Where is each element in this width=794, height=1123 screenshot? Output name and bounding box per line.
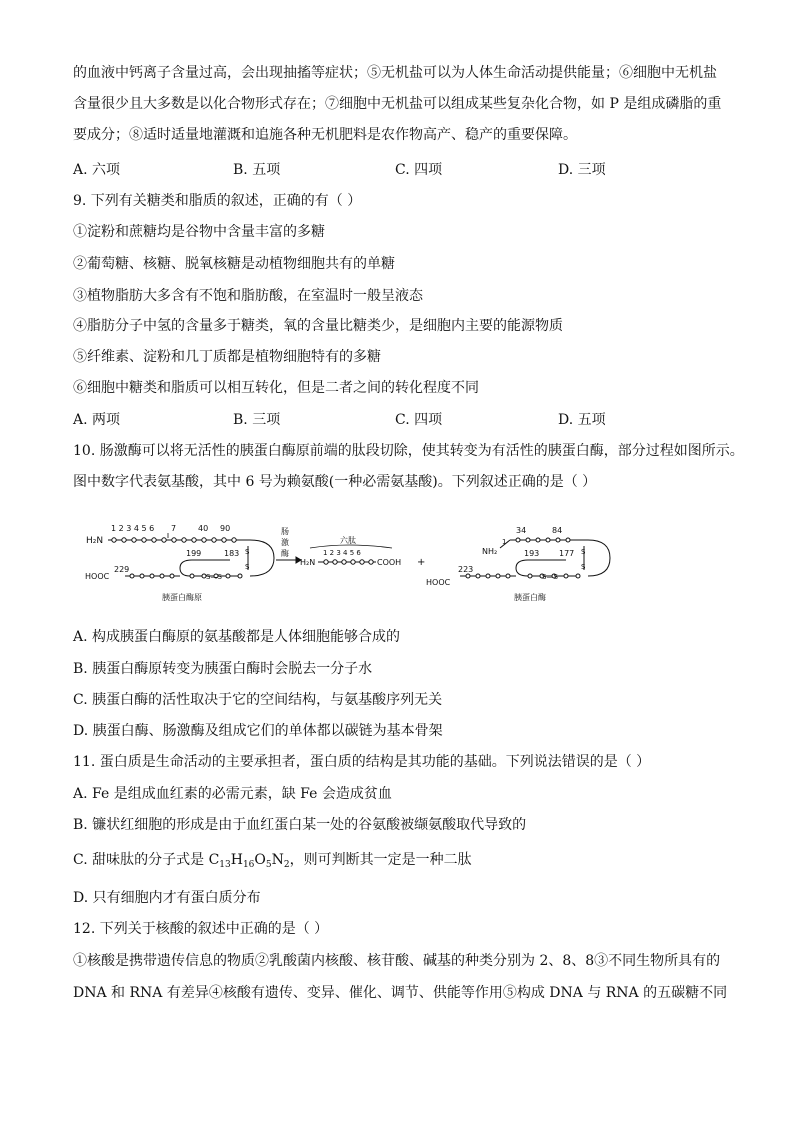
label-trypsinogen: 胰蛋白酶原 (162, 593, 202, 602)
q11-c-sub-13: 13 (219, 860, 231, 870)
q10-option-b[interactable]: B. 胰蛋白酶原转变为胰蛋白酶时会脱去一分子水 (73, 661, 373, 677)
label-trypsin: 胰蛋白酶 (514, 593, 546, 602)
line-continuation-2: 含量很少且大多数是以化合物形式存在；⑦细胞中无机盐可以组成某些复杂化合物，如 P 是组成磷脂的重 (73, 96, 722, 112)
q11-option-d[interactable]: D. 只有细胞内才有蛋白质分布 (73, 890, 261, 906)
q9-item-2: ②葡萄糖、核糖、脱氧核糖是动植物细胞共有的单糖 (73, 256, 395, 272)
enterokinase-label-3: 酶 (281, 549, 289, 558)
q11-c-sub-16: 16 (242, 860, 255, 870)
q10-option-d[interactable]: D. 胰蛋白酶、肠激酶及组成它们的单体都以碳链为基本骨架 (73, 723, 443, 739)
pre-sulfur-top: S (245, 548, 250, 556)
enterokinase-label-1: 肠 (281, 527, 289, 536)
q10-option-c[interactable]: C. 胰蛋白酶的活性取决于它的空间结构，与氨基酸序列无关 (73, 692, 443, 708)
post-residue-223: 223 (458, 565, 474, 574)
q12-statements-line-1: ①核酸是携带遗传信息的物质②乳酸菌内核酸、核苷酸、碱基的种类分别为 2、8、8③不同生物所具有的 (73, 953, 721, 969)
q11-option-b[interactable]: B. 镰状红细胞的形成是由于血红蛋白某一处的谷氨酸被缬氨酸取代导致的 (73, 817, 527, 833)
pre-residue-229: 229 (114, 565, 130, 574)
q8-option-a[interactable]: A. 六项 (73, 162, 121, 178)
q9-item-6: ⑥细胞中糖类和脂质可以相互转化，但是二者之间的转化程度不同 (73, 380, 479, 396)
q9-option-b[interactable]: B. 三项 (233, 412, 281, 428)
q11-c-sub-5: 5 (265, 860, 272, 870)
q11-c-sub-2: 2 (283, 860, 290, 870)
post-residue-177: 177 (559, 549, 575, 558)
plus-sign: + (417, 557, 426, 568)
q8-option-d[interactable]: D. 三项 (558, 162, 606, 178)
q8-option-c[interactable]: C. 四项 (395, 162, 443, 178)
q9-option-d[interactable]: D. 五项 (558, 412, 606, 428)
post-residue-34: 34 (516, 526, 527, 535)
post-residue-1: 1 (502, 538, 507, 546)
pre-residue-40: 40 (198, 524, 209, 533)
q12-statements-line-2: DNA 和 RNA 有差异④核酸有遗传、变异、催化、调节、供能等作用⑤构成 DNA 与 RNA 的五碳糖不同 (73, 985, 728, 1001)
q9-item-4: ④脂肪分子中氢的含量多于糖类，氧的含量比糖类少，是细胞内主要的能源物质 (73, 318, 563, 334)
trypsinogen-activation-diagram (80, 518, 640, 606)
q11-option-a[interactable]: A. Fe 是组成血红素的必需元素，缺 Fe 会造成贫血 (73, 786, 392, 802)
q10-stem-line-1: 10. 肠激酶可以将无活性的胰蛋白酶原前端的肽段切除，使其转变为有活性的胰蛋白酶，部分过程如图所示。 (73, 443, 744, 459)
q11-c-oxygen: O (254, 852, 266, 868)
q11-c-suffix: ，则可判断其一定是一种二肽 (289, 852, 472, 868)
q10-option-a[interactable]: A. 构成胰蛋白酶原的氨基酸都是人体细胞能够合成的 (73, 629, 401, 645)
hexapeptide-label: 六肽 (340, 536, 356, 545)
hexapeptide-chain (318, 560, 376, 564)
pre-residue-199: 199 (186, 549, 202, 558)
post-disulfide-bond: S—S (542, 573, 558, 581)
q11-c-hydrogen: H (230, 852, 243, 868)
pre-disulfide-bond: S—S (206, 573, 222, 581)
q10-stem-line-2: 图中数字代表氨基酸，其中 6 号为赖氨酸(一种必需氨基酸)。下列叙述正确的是（ ） (73, 474, 597, 490)
q11-c-nitrogen: N (271, 852, 284, 868)
q9-options (73, 410, 733, 430)
pre-sulfur-bottom: S (245, 563, 250, 571)
pre-residues-1-6: 1 2 3 4 5 6 (111, 524, 155, 533)
line-continuation-3: 要成分；⑧适时适量地灌溉和追施各种无机肥料是农作物高产、稳产的重要保障。 (73, 127, 577, 143)
post-residue-193: 193 (524, 549, 540, 558)
q11-option-c[interactable] (73, 850, 472, 875)
q11-c-prefix: C. 甜味肽的分子式是 C (73, 852, 220, 868)
q8-options (73, 160, 733, 180)
q9-option-c[interactable]: C. 四项 (395, 412, 443, 428)
hexa-h2n-label: H₂N (300, 558, 316, 567)
pre-h2n-label: H₂N (86, 536, 104, 546)
enterokinase-label-2: 激 (281, 538, 289, 547)
line-continuation-1: 的血液中钙离子含量过高，会出现抽搐等症状；⑤无机盐可以为人体生命活动提供能量；⑥细胞中无机盐 (73, 65, 717, 81)
hexapeptide-residues: 1 2 3 4 5 6 (323, 549, 361, 557)
post-hooc-label: HOOC (426, 578, 451, 587)
q9-option-a[interactable]: A. 两项 (73, 412, 121, 428)
pre-residue-7: 7 (171, 524, 177, 533)
q11-stem: 11. 蛋白质是生命活动的主要承担者，蛋白质的结构是其功能的基础。下列说法错误的是（ ） (73, 754, 651, 770)
post-nh2-label: NH₂ (482, 547, 498, 556)
post-sulfur-top: S (581, 548, 586, 556)
pre-residue-183: 183 (224, 549, 240, 558)
q9-item-3: ③植物脂肪大多含有不饱和脂肪酸，在室温时一般呈液态 (73, 288, 423, 304)
q9-stem: 9. 下列有关糖类和脂质的叙述，正确的有（ ） (73, 193, 362, 209)
pre-residue-90: 90 (220, 524, 231, 533)
pre-hooc-label: HOOC (85, 572, 110, 581)
trypsin-structure (460, 538, 610, 578)
q12-stem: 12. 下列关于核酸的叙述中正确的是（ ） (73, 921, 329, 937)
post-sulfur-bottom: S (581, 563, 586, 571)
post-residue-84: 84 (552, 526, 563, 535)
q9-item-1: ①淀粉和蔗糖均是谷物中含量丰富的多糖 (73, 224, 325, 240)
q9-item-5: ⑤纤维素、淀粉和几丁质都是植物细胞特有的多糖 (73, 349, 381, 365)
hexa-cooh-label: COOH (377, 558, 402, 567)
q8-option-b[interactable]: B. 五项 (233, 162, 281, 178)
